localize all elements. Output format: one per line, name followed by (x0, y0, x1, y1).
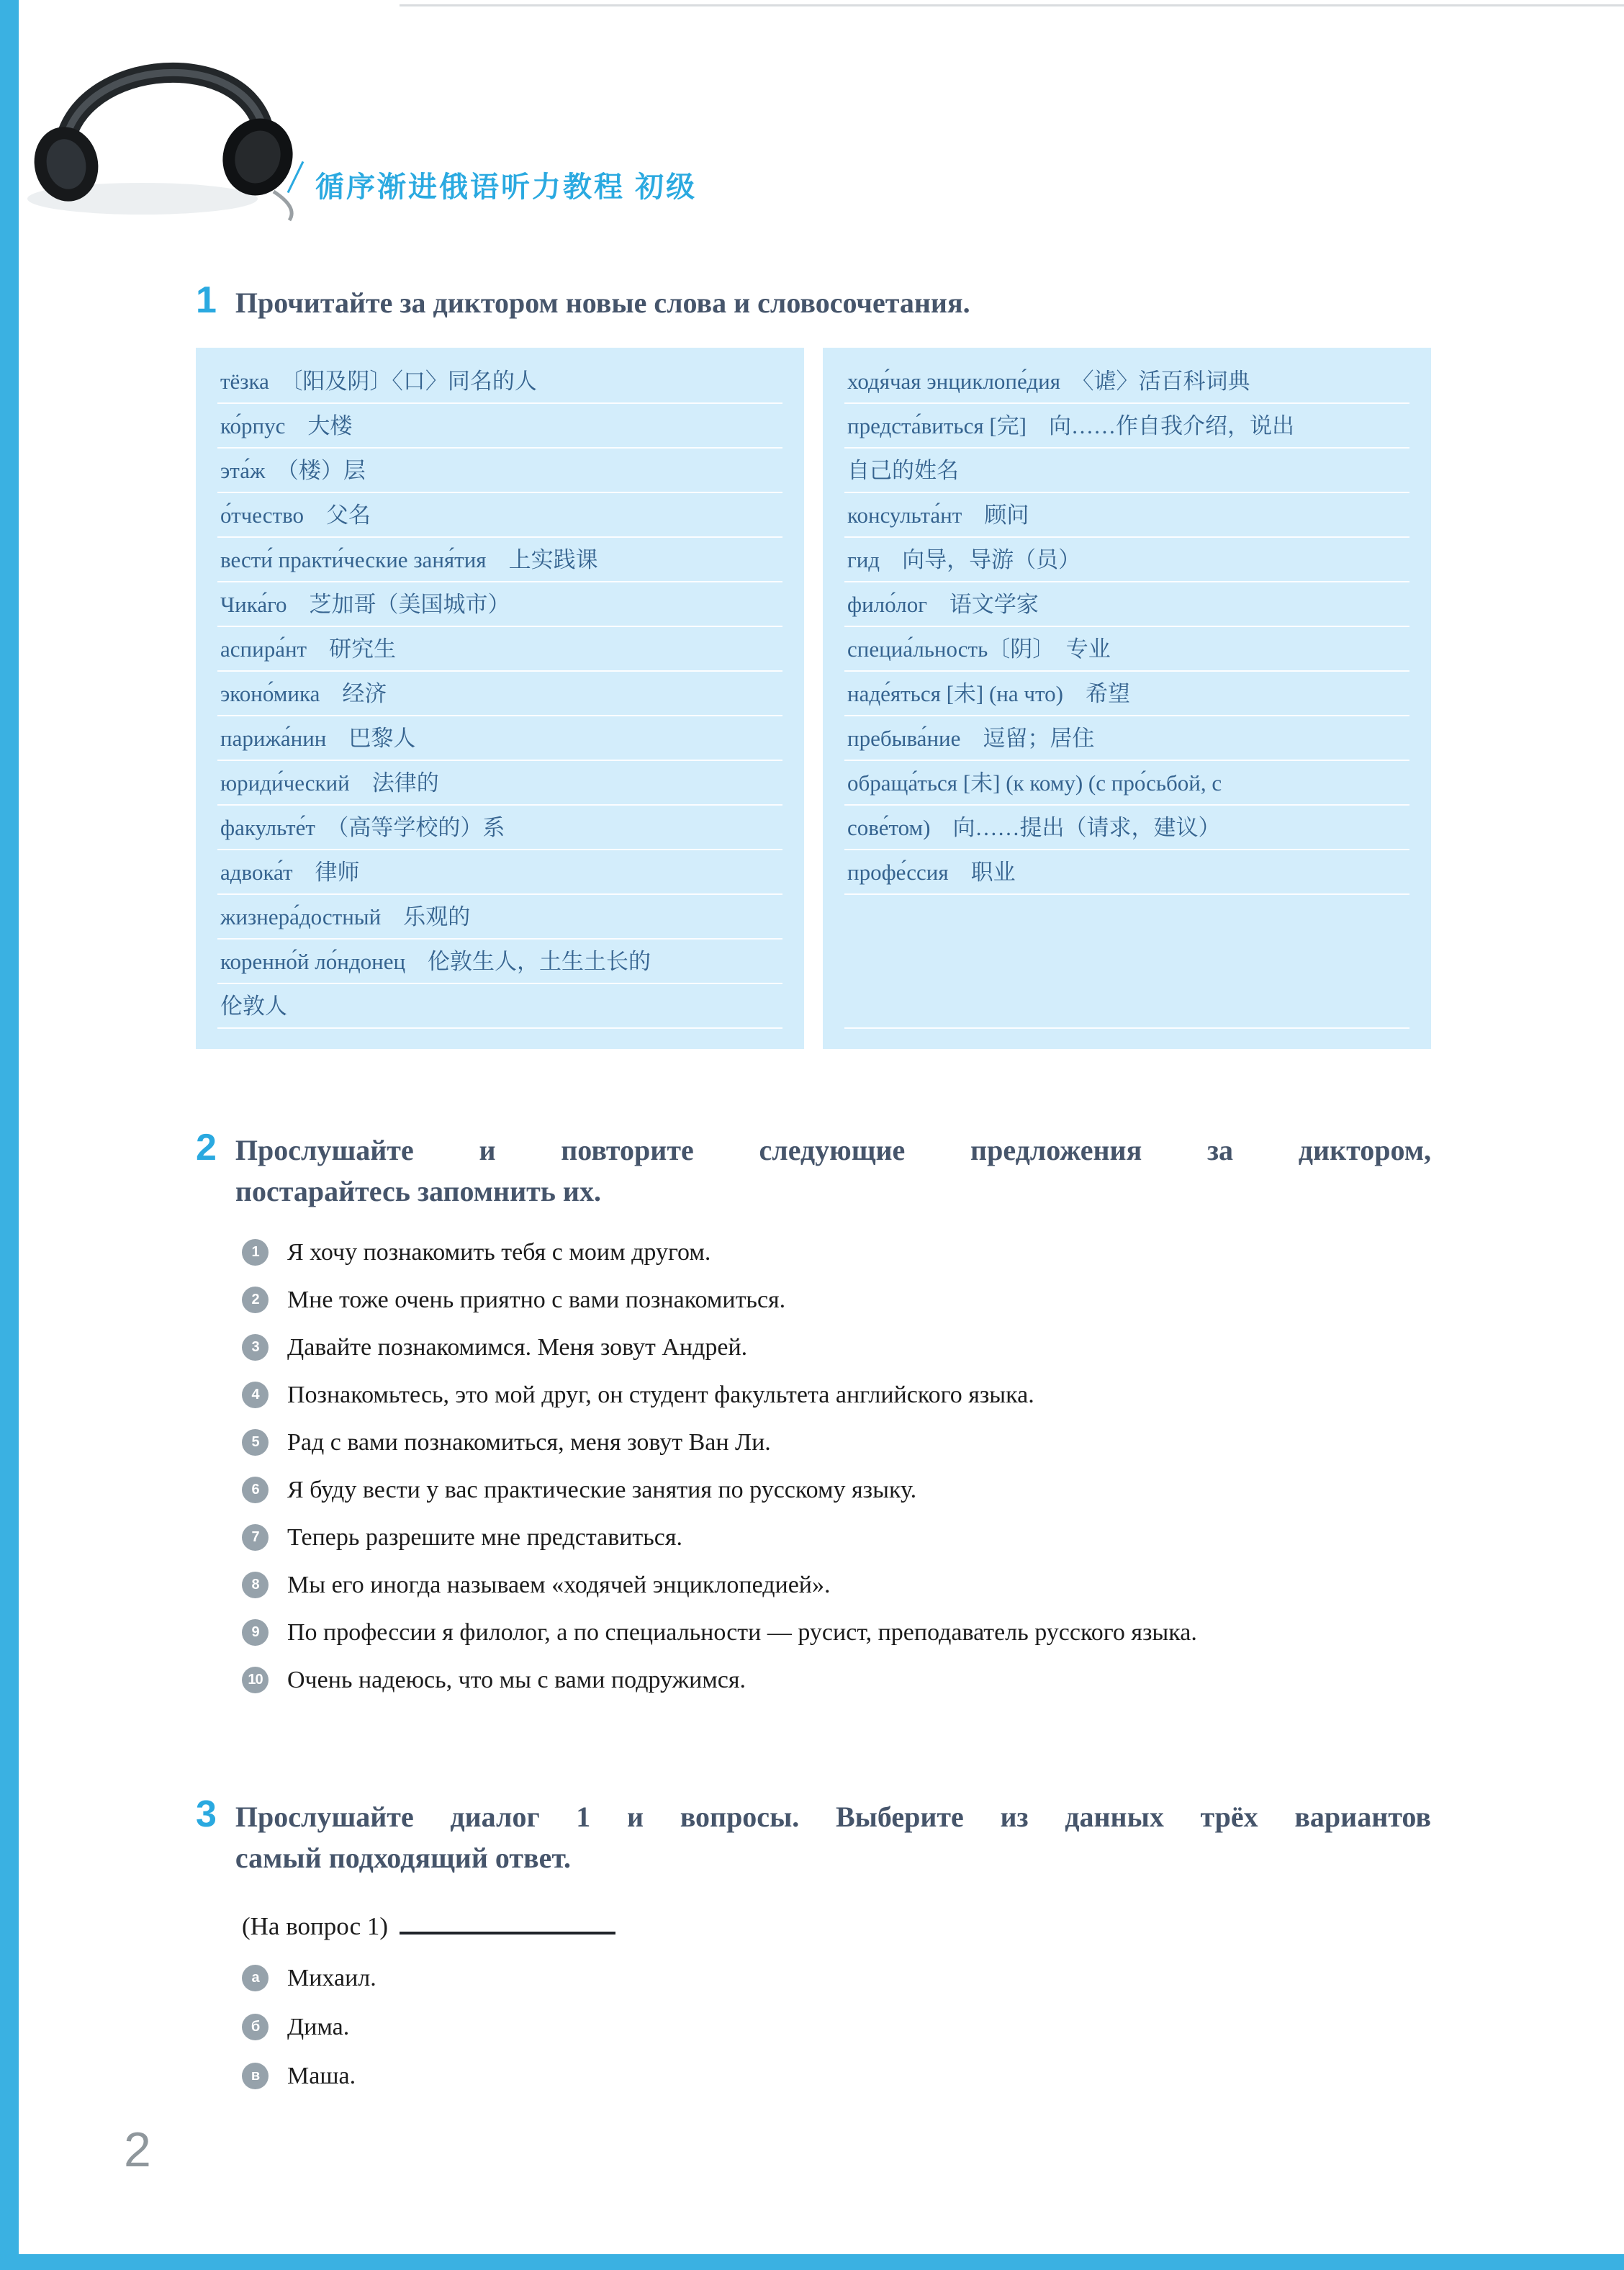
section-3-header (196, 1793, 1431, 1878)
vocab-line: фило́лог 语文学家 (844, 582, 1409, 627)
sentence-number-badge: 2 (242, 1287, 269, 1313)
sentence-item (242, 1276, 1431, 1324)
section-2-title (235, 1130, 1431, 1212)
sentence-text: Познакомьтесь, это мой друг, он студент факультета английского языка. (287, 1382, 1034, 1408)
sentence-item (242, 1419, 1431, 1467)
sentence-item (242, 1229, 1431, 1276)
vocab-line: предста́виться [完] 向……作自我介绍，说出 (844, 404, 1409, 449)
sentence-item (242, 1562, 1431, 1609)
vocab-line: адвока́т 律师 (217, 850, 782, 895)
sentence-number-badge: 9 (242, 1619, 269, 1646)
option-letter-badge: а (242, 1965, 269, 1991)
vocab-line: тёзка 〔阳及阴〕〈口〉同名的人 (217, 359, 782, 404)
sentence-text: По профессии я филолог, а по специальности — русист, преподаватель русского языка. (287, 1619, 1197, 1646)
section-1-number: 1 (196, 279, 217, 321)
section-2 (196, 1127, 1431, 1704)
sentence-number-badge: 8 (242, 1572, 269, 1598)
vocab-line: Чика́го 芝加哥（美国城市） (217, 582, 782, 627)
sentence-item (242, 1514, 1431, 1562)
top-divider-line (400, 4, 1624, 6)
page-number: 2 (124, 2122, 151, 2177)
vocab-line: консульта́нт 顾问 (844, 493, 1409, 538)
option-text: Михаил. (287, 1965, 376, 1991)
question-prompt: (На вопрос 1) (242, 1912, 389, 1940)
option-letter-badge: в (242, 2063, 269, 2089)
sentence-text: Я хочу познакомить тебя с моим другом. (287, 1239, 711, 1266)
sentence-number-badge: 1 (242, 1239, 269, 1266)
option-text: Маша. (287, 2063, 356, 2089)
answer-option-list (242, 1954, 1431, 2101)
section-1-header (196, 279, 1431, 323)
vocab-line: жизнера́достный 乐观的 (217, 895, 782, 940)
page-content (196, 279, 1431, 2101)
vocab-line: гид 向导，导游（员） (844, 538, 1409, 582)
section-1 (196, 279, 1431, 1049)
sentence-number-badge: 4 (242, 1382, 269, 1408)
sentence-text: Мы его иногда называем «ходячей энциклопедией». (287, 1572, 831, 1598)
vocab-line: 伦敦人 (217, 984, 782, 1029)
option-letter-badge: б (242, 2014, 269, 2040)
vocab-line: парижа́нин 巴黎人 (217, 716, 782, 761)
vocab-line: аспира́нт 研究生 (217, 627, 782, 672)
vocab-line: 自己的姓名 (844, 449, 1409, 493)
sentence-text: Мне тоже очень приятно с вами познакомиться. (287, 1287, 786, 1313)
sentence-number-badge: 5 (242, 1429, 269, 1456)
answer-option (242, 2003, 1431, 2052)
headphones-illustration (20, 20, 308, 222)
vocab-line: эта́ж （楼）层 (217, 449, 782, 493)
vocabulary-list-left (217, 359, 782, 1029)
left-accent-bar (0, 0, 19, 2270)
section-3-title (235, 1796, 1431, 1878)
vocabulary-box-left (196, 348, 804, 1049)
vocab-line: обраща́ться [未] (к кому) (с про́сьбой, с (844, 761, 1409, 806)
vocab-line: о́тчество 父名 (217, 493, 782, 538)
vocab-line (844, 984, 1409, 1029)
section-title-line: Прослушайте диалог 1 и вопросы. Выберите из данных трёх вариантов (235, 1801, 1431, 1833)
section-3 (196, 1793, 1431, 2101)
sentence-number-badge: 3 (242, 1334, 269, 1361)
vocabulary-list-right (844, 359, 1409, 1029)
headphones-image (20, 20, 308, 222)
question-prompt-row (242, 1909, 1431, 1941)
answer-option (242, 2052, 1431, 2101)
vocab-line: профе́ссия 职业 (844, 850, 1409, 895)
vocab-line: коренно́й ло́ндонец 伦敦生人，土生土长的 (217, 940, 782, 984)
sentence-item (242, 1609, 1431, 1657)
sentence-text: Рад с вами познакомиться, меня зовут Ван Ли. (287, 1429, 771, 1456)
section-1-title (235, 282, 1431, 323)
vocab-line: юриди́ческий 法律的 (217, 761, 782, 806)
section-2-header (196, 1127, 1431, 1212)
section-title-line: Прочитайте за диктором новые слова и словосочетания. (235, 287, 970, 319)
sentence-text: Я буду вести у вас практические занятия по русскому языку. (287, 1477, 917, 1503)
sentence-item (242, 1467, 1431, 1514)
vocab-line: наде́яться [未] (на что) 希望 (844, 672, 1409, 716)
vocab-line: вести́ практи́ческие заня́тия 上实践课 (217, 538, 782, 582)
section-2-number: 2 (196, 1127, 217, 1168)
sentence-number-badge: 10 (242, 1667, 269, 1693)
sentence-list (242, 1229, 1431, 1704)
answer-option (242, 1954, 1431, 2003)
answer-blank-line (400, 1909, 615, 1935)
sentence-item (242, 1372, 1431, 1419)
bottom-accent-bar (0, 2254, 1624, 2270)
sentence-number-badge: 6 (242, 1477, 269, 1503)
vocab-line: ко́рпус 大楼 (217, 404, 782, 449)
sentence-text: Давайте познакомимся. Меня зовут Андрей. (287, 1334, 748, 1361)
sentence-item (242, 1657, 1431, 1704)
series-title: 循序渐进俄语听力教程 初级 (315, 171, 698, 203)
option-text: Дима. (287, 2014, 350, 2040)
section-title-line: Прослушайте и повторите следующие предложения за диктором, (235, 1134, 1431, 1166)
sentence-text: Очень надеюсь, что мы с вами подружимся. (287, 1667, 746, 1693)
vocabulary-boxes (196, 348, 1431, 1049)
section-title-line: самый подходящий ответ. (235, 1842, 571, 1874)
vocabulary-box-right (823, 348, 1431, 1049)
section-3-number: 3 (196, 1793, 217, 1835)
sentence-number-badge: 7 (242, 1524, 269, 1551)
vocab-line: сове́том) 向……提出（请求，建议） (844, 806, 1409, 850)
vocab-line: пребыва́ние 逗留；居住 (844, 716, 1409, 761)
vocab-line: специа́льность〔阴〕 专业 (844, 627, 1409, 672)
sentence-text: Теперь разрешите мне представиться. (287, 1524, 683, 1551)
sentence-item (242, 1324, 1431, 1372)
section-title-line: постарайтесь запомнить их. (235, 1175, 601, 1207)
vocab-line: факульте́т （高等学校的）系 (217, 806, 782, 850)
vocab-line: ходя́чая энциклопе́дия 〈谑〉活百科词典 (844, 359, 1409, 404)
vocab-line: эконо́мика 经济 (217, 672, 782, 716)
